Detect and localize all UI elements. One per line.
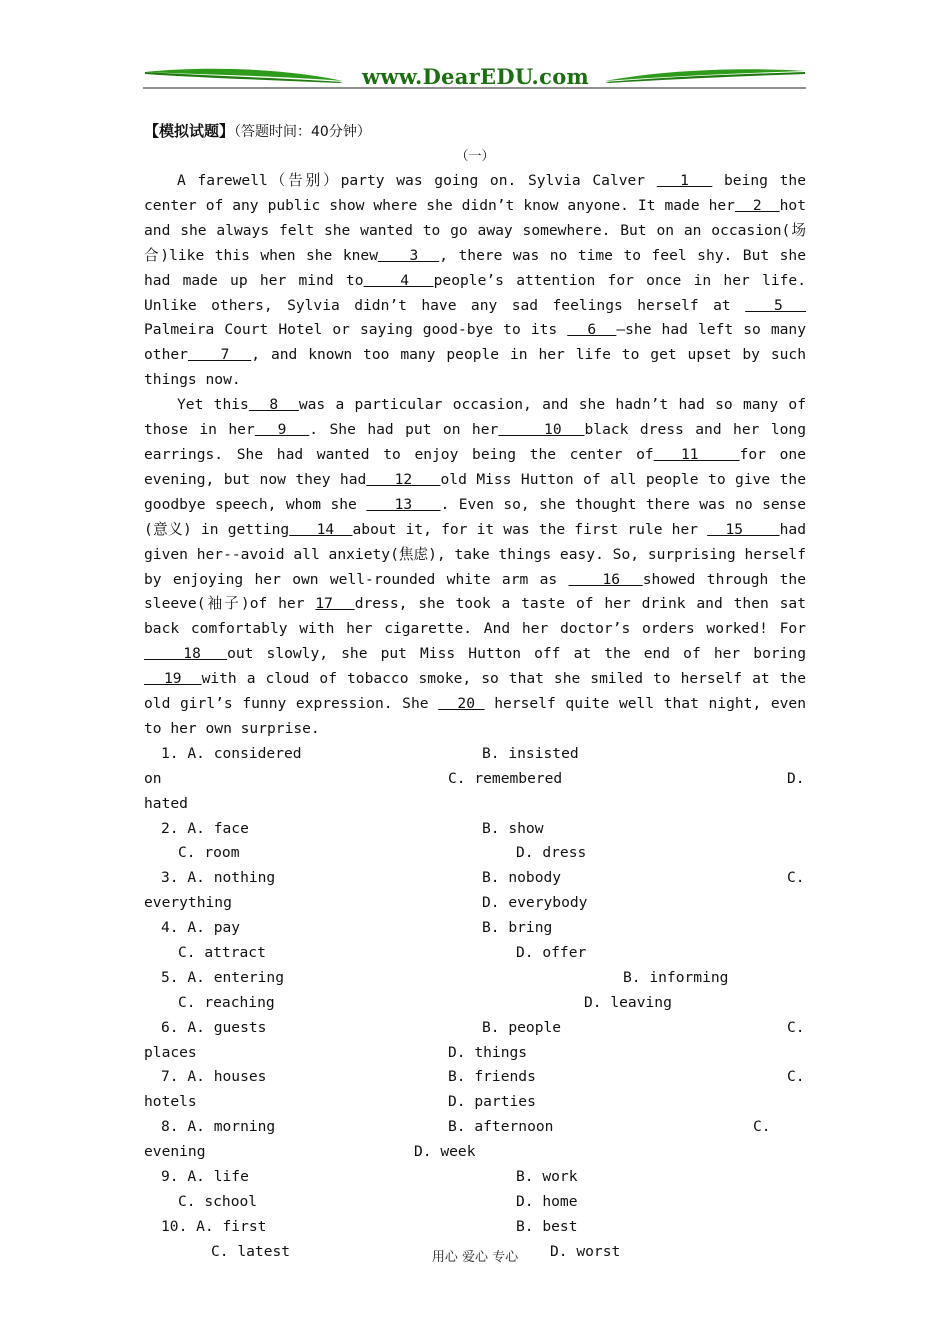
passage-paragraph-1: A farewell（告别）party was going on. Sylvia Calver 1 being the center of any public show where she didn’t know anyone. It made her 2 hot and she always felt she wanted to go away somewhere. But on an occasion(场合)like this when she knew 3 , there was no time to feel shy. But she had made up her mind to 4 people’s attention for once in her life. Unlike others, Sylvia didn’t have any sad feelings herself at 5 Palmeira Court Hotel or saying good-bye to its 6 —she had left so many other 7 , and known too many people in her life to get upset by such things now. <box>144 172 807 389</box>
option-row: C. attract D. offer <box>178 943 587 961</box>
answer-options <box>144 742 806 1265</box>
section-label: （一） <box>455 149 495 164</box>
blank-13: 13 <box>366 495 441 513</box>
blank-12: 12 <box>366 470 441 488</box>
blank-6: 6 <box>567 321 617 339</box>
blank-4: 4 <box>363 271 434 289</box>
blank-9: 9 <box>254 421 310 439</box>
option-row: 2. A. face B. show <box>161 819 544 837</box>
option-row: C. school D. home <box>178 1192 578 1210</box>
option-row: 6. A. guests B. people C. <box>161 1018 805 1036</box>
blank-8: 8 <box>248 396 299 414</box>
blank-2: 2 <box>734 196 780 214</box>
blank-16: 16 <box>568 570 643 588</box>
passage-paragraph-2: Yet this 8 was a particular occasion, and she hadn’t had so many of those in her 9 . She had put on her 10 black dress and her long earrings. She had wanted to enjoy being the center of 11 for one evening, but now they had 12 old Miss Hutton of all people to give the goodbye speech, whom she 13 . Even so, she thought there was no sense (意义) in getting 14 about it, for it was the first rule her 15 had given her--avoid all anxiety(焦虑), take things easy. So, surprising herself by enjoying her own well-rounded white arm as 16 showed through the sleeve(袖子)of her 17 dress, she took a taste of her drink and then sat back comfortably with her cigarette. And her doctor’s orders worked! For 18 out slowly, she put Miss Hutton off at the end of her boring 19 with a cloud of tobacco smoke, so that she smiled to herself at the old girl’s funny expression. She 20 herself quite well that night, even to her own surprise. <box>144 396 807 737</box>
blank-14: 14 <box>289 520 353 538</box>
option-row: on C. remembered D. <box>144 769 805 787</box>
exam-time: （答题时间：40分钟） <box>234 124 371 140</box>
option-row: evening D. week <box>144 1143 476 1161</box>
page-footer: 用心 爱心 专心 <box>431 1250 519 1265</box>
option-row: 10. A. first B. best <box>161 1217 578 1235</box>
blank-3: 3 <box>377 246 440 264</box>
option-row: 9. A. life B. work <box>161 1167 578 1185</box>
blank-1: 1 <box>656 172 713 189</box>
blank-19: 19 <box>144 670 202 688</box>
blank-20: 20 <box>438 695 485 713</box>
option-row: C. latest D. worst <box>211 1242 621 1260</box>
site-logo[interactable]: www.DearEDU.com <box>361 64 590 89</box>
blank-17: 17 <box>315 595 355 613</box>
option-row: C. room D. dress <box>178 844 587 862</box>
option-row: C. reaching D. leaving <box>178 993 672 1011</box>
blank-18: 18 <box>144 645 228 663</box>
exam-title: 【模拟试题】 <box>144 122 235 140</box>
blank-15: 15 <box>707 520 780 538</box>
site-header <box>143 62 806 92</box>
blank-10: 10 <box>498 421 585 439</box>
exam-content <box>144 116 806 1265</box>
option-row: 7. A. houses B. friends C. <box>161 1068 805 1086</box>
option-row: 1. A. considered B. insisted <box>161 744 579 762</box>
option-row: hated <box>144 794 188 812</box>
blank-7: 7 <box>187 346 252 364</box>
option-row: hotels D. parties <box>144 1093 536 1111</box>
option-row: 3. A. nothing B. nobody C. <box>161 869 805 887</box>
option-row: 4. A. pay B. bring <box>161 919 553 937</box>
option-row: 5. A. entering B. informing <box>161 968 729 986</box>
option-row: 8. A. morning B. afternoon C. <box>161 1118 771 1136</box>
blank-11: 11 <box>653 445 740 463</box>
option-row: places D. things <box>144 1043 528 1061</box>
exam-title-line <box>144 118 806 145</box>
option-row: everything D. everybody <box>144 894 588 912</box>
blank-5: 5 <box>745 296 806 314</box>
